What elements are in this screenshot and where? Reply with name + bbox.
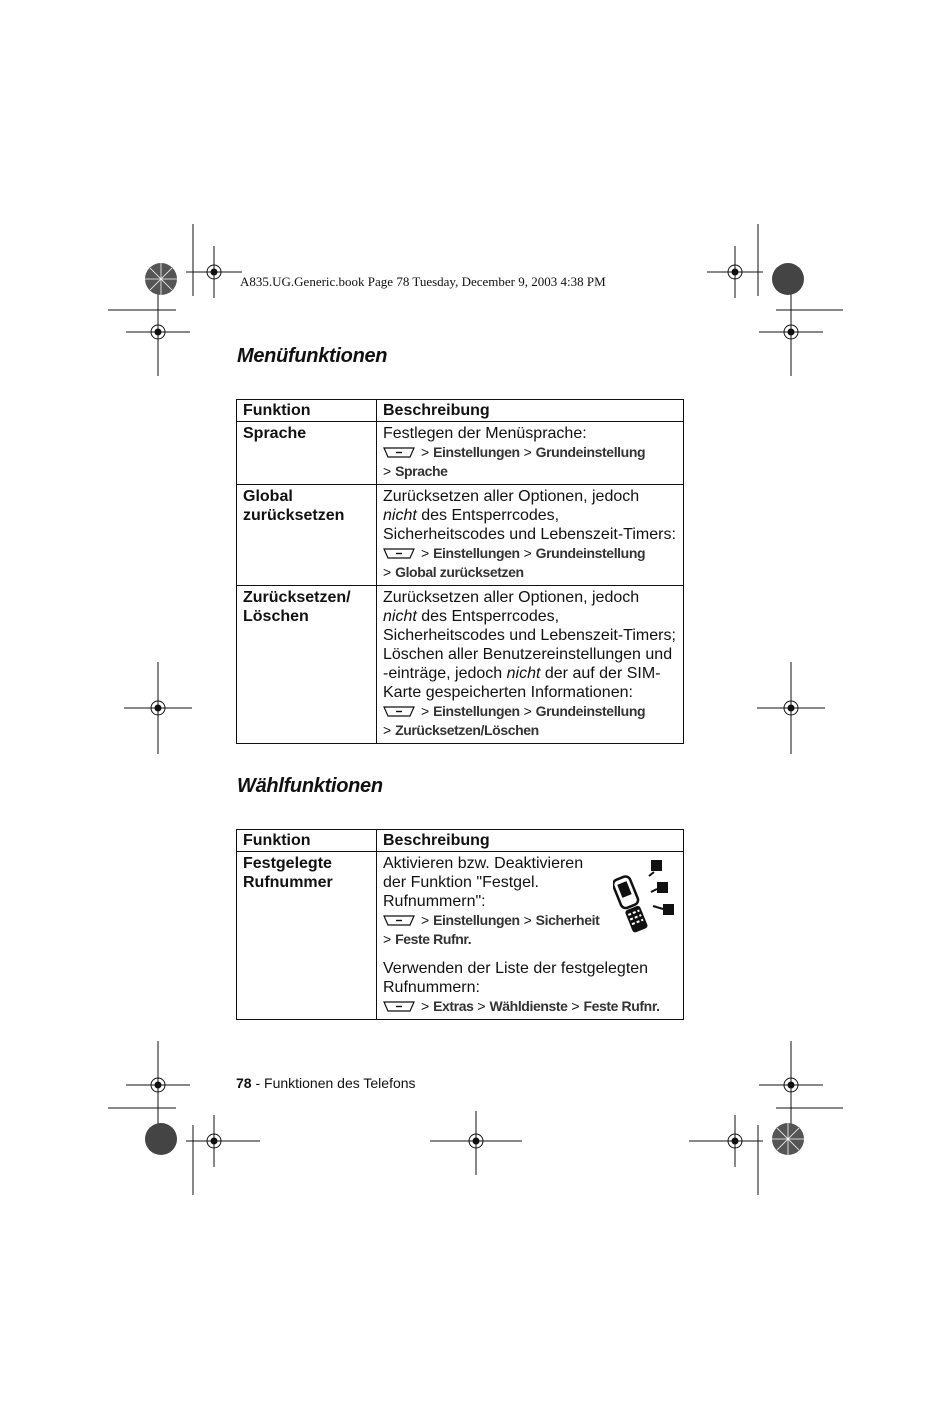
menu-path: > Einstellungen > Grundeinstellung [383,544,677,563]
menu-functions-table [236,399,684,744]
description-text: der Funktion "Festgel. [383,874,539,891]
menu-path-item: Grundeinstellung [535,444,646,460]
table-row [237,852,684,1020]
menu-path: > Einstellungen > Sicherheit [383,911,677,930]
function-name: Global zurücksetzen [237,485,377,586]
menu-path-cont: > Zurücksetzen/Löschen [383,722,539,738]
table-header-row [237,400,684,422]
function-description-cell [377,586,684,744]
description-text: Rufnummern": [383,893,486,910]
menu-key-icon [383,447,415,458]
description-text: Zurücksetzen aller Optionen, jedoch nicht des Entsperrcodes, Sicherheitscodes und Lebenszeit-Timers: [383,488,676,543]
menu-path-item: Feste Rufnr. [583,998,660,1014]
description-text: Verwenden der Liste der festgelegten Rufnummern: [383,960,649,996]
menu-key-icon [383,548,415,559]
menu-path-item: Einstellungen [433,703,520,719]
menu-key-icon [383,1001,415,1012]
column-header-description: Beschreibung [377,830,684,852]
description-text: Zurücksetzen aller Optionen, jedoch nicht des Entsperrcodes, Sicherheitscodes und Lebenszeit-Timers; Löschen aller Benutzereinstellungen und -einträge, jedoch nicht der auf der SIM-Karte gespeicherten Informationen: [383,589,676,701]
page-number: 78 [236,1075,252,1091]
section-title-dial: Wählfunktionen [237,775,383,797]
print-header: A835.UG.Generic.book Page 78 Tuesday, December 9, 2003 4:38 PM [240,274,606,289]
description-text: Aktivieren bzw. Deaktivieren [383,855,584,872]
function-description-cell [377,422,684,485]
menu-path-item: Global zurücksetzen [395,564,524,580]
function-name: Zurücksetzen/ Löschen [237,586,377,744]
menu-path: > Einstellungen > Grundeinstellung [383,702,677,721]
menu-path: > Einstellungen > Grundeinstellung [383,443,677,462]
menu-path-item: Sprache [395,463,448,479]
menu-path-cont: > Global zurücksetzen [383,564,524,580]
menu-path-cont: > Feste Rufnr. [383,931,472,947]
menu-path-item: Einstellungen [433,912,520,928]
page-footer [236,1075,416,1091]
function-name: Festgelegte Rufnummer [237,852,377,1020]
menu-path-item: Wähldienste [489,998,568,1014]
table-row [237,485,684,586]
description-text: Festlegen der Menüsprache: [383,425,587,442]
function-description-cell [377,852,684,1020]
column-header-description: Beschreibung [377,400,684,422]
menu-path-item: Extras [433,998,474,1014]
menu-path-item: Zurücksetzen/Löschen [395,722,539,738]
column-header-function: Funktion [237,400,377,422]
phone-network-service-icon [613,858,675,943]
column-header-function: Funktion [237,830,377,852]
table-row [237,422,684,485]
menu-key-icon [383,915,415,926]
menu-path-item: Feste Rufnr. [395,931,472,947]
menu-path-item: Grundeinstellung [535,545,646,561]
menu-path: > Extras > Wähldienste > Feste Rufnr. [383,997,677,1016]
menu-path-item: Einstellungen [433,444,520,460]
menu-path-item: Einstellungen [433,545,520,561]
function-name: Sprache [237,422,377,485]
section-title-menu: Menüfunktionen [237,345,388,367]
table-header-row [237,830,684,852]
footer-text: - Funktionen des Telefons [251,1075,416,1091]
menu-path-cont: > Sprache [383,463,448,479]
dial-functions-table [236,829,684,1020]
table-row [237,586,684,744]
menu-path-item: Sicherheit [535,912,600,928]
function-description-cell [377,485,684,586]
menu-key-icon [383,706,415,717]
menu-path-item: Grundeinstellung [535,703,646,719]
